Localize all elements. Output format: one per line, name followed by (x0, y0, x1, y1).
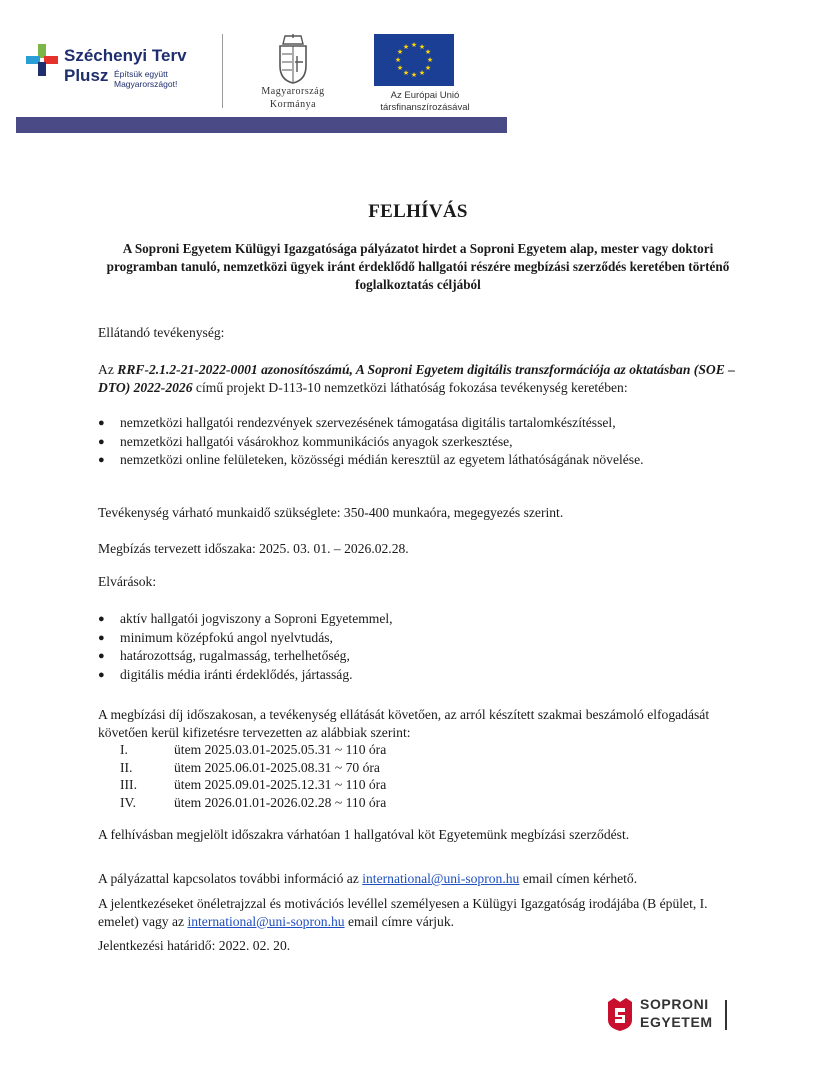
deadline-text: Jelentkezési határidő: 2022. 02. 20. (98, 938, 291, 953)
szechenyi-terv-logo (24, 42, 224, 112)
bullet-icon: ● (98, 668, 105, 681)
info-suffix: email címen kérhető. (519, 871, 638, 886)
svg-text:★: ★ (396, 64, 404, 72)
intro-paragraph: A Soproni Egyetem Külügyi Igazgatósága pályázatot hirdet a Soproni Egyetem alap, mester vagy doktori programban tanuló, nemzetközi ügyek iránt érdeklődő hallgatói részére megbízási szerződés keretében történő foglalkoztatás céljából (106, 241, 730, 292)
apply-suffix: email címre várjuk. (344, 913, 455, 929)
university-shield-icon (606, 996, 634, 1032)
list-item (98, 414, 748, 433)
svg-text:★: ★ (410, 71, 418, 79)
header-divider (222, 34, 223, 108)
project-paragraph (98, 361, 743, 396)
bullet-icon: ● (98, 454, 105, 466)
schedule-number: III. (120, 777, 137, 792)
project-name: RRF-2.1.2-21-2022-0001 azonosítószámú, A Soproni Egyetem digitális transzformációja az oktatásban (SOE – DTO) 2022-2026 (98, 362, 735, 395)
contract-note: A felhívásban megjelölt időszakra várhatóan 1 hallgatóval köt Egyetemünk megbízási szerződést. (98, 827, 630, 842)
bullet-icon: ● (98, 613, 105, 625)
list-item (98, 629, 748, 648)
svg-text:★: ★ (396, 48, 404, 56)
szechenyi-cross-icon (24, 42, 60, 78)
svg-text:★: ★ (402, 43, 410, 51)
schedule-row (120, 741, 520, 759)
payment-text: A megbízási díj időszakosan, a tevékenység ellátását követően, az arról készített szakmai beszámoló elfogadását követően kerül kifizetésre tervezetten az alábbiak szerint: (98, 707, 710, 740)
svg-text:★: ★ (424, 64, 432, 72)
task-text: nemzetközi hallgatói rendezvények szervezésének támogatása digitális tartalomkészítéssel, (120, 415, 616, 430)
logo-bar (725, 1000, 727, 1030)
list-item (98, 647, 748, 666)
header-banner (0, 12, 507, 133)
email-link[interactable]: international@uni-sopron.hu (187, 913, 345, 929)
tasks-heading: Ellátandó tevékenység: (98, 325, 225, 340)
eu-flag-icon (374, 34, 454, 86)
header-stripe-gap (0, 117, 16, 133)
schedule-text: ütem 2025.09.01-2025.12.31 ~ 110 óra (174, 777, 387, 792)
info-prefix: A pályázattal kapcsolatos további információ az (98, 871, 363, 886)
requirement-text: digitális média iránti érdeklődés, jártasság. (120, 666, 353, 682)
government-line2: Kormánya (269, 99, 317, 110)
schedule-row (120, 794, 520, 812)
info-paragraph (98, 870, 743, 888)
government-line1: Magyarország (261, 86, 325, 97)
list-item (98, 610, 748, 629)
schedule-row (120, 776, 520, 794)
header-stripe (0, 117, 507, 133)
email-link[interactable]: international@uni-sopron.hu (362, 871, 520, 886)
schedule-number: I. (120, 742, 128, 757)
requirements-list (98, 610, 748, 684)
schedule-text: ütem 2025.06.01-2025.08.31 ~ 70 óra (174, 759, 380, 775)
task-text: nemzetközi online felületeken, közösségi médián keresztül az egyetem láthatóságának növelése. (120, 452, 644, 467)
szechenyi-title: Széchenyi Terv (64, 46, 187, 65)
tasks-list (98, 414, 748, 470)
list-item (98, 451, 748, 470)
list-item (98, 433, 748, 452)
bullet-icon: ● (98, 650, 105, 662)
eu-line2: társfinanszírozásával (380, 102, 470, 113)
schedule-text: ütem 2026.01.01-2026.02.28 ~ 110 óra (174, 794, 387, 810)
bullet-icon: ● (98, 417, 105, 429)
schedule-number: II. (120, 759, 133, 775)
task-text: nemzetközi hallgatói vásárokhoz kommunikációs anyagok szerkesztése, (120, 433, 513, 449)
schedule-number: IV. (120, 794, 136, 810)
svg-text:★: ★ (394, 56, 402, 64)
requirement-text: határozottság, rugalmasság, terhelhetőség, (120, 648, 350, 663)
payment-schedule (120, 741, 520, 811)
project-suffix: című projekt D-113-10 nemzetközi láthatóság fokozása tevékenység keretében: (192, 379, 628, 395)
szechenyi-tagline: Építsük együtt Magyarországot! (114, 69, 178, 89)
workload-text: Tevékenység várható munkaidő szükséglete: 350-400 munkaóra, megegyezés szerint. (98, 505, 564, 520)
schedule-text: ütem 2025.03.01-2025.05.31 ~ 110 óra (174, 742, 387, 757)
schedule-row (120, 759, 520, 777)
apply-paragraph (98, 895, 743, 930)
government-logo (238, 34, 348, 114)
logo-line1: SOPRONI (640, 996, 709, 1012)
period-text: Megbízás tervezett időszaka: 2025. 03. 01. – 2026.02.28. (98, 541, 409, 556)
svg-text:★: ★ (426, 56, 434, 64)
bullet-icon: ● (98, 435, 105, 448)
project-prefix: Az (98, 362, 118, 377)
svg-text:★: ★ (418, 69, 426, 77)
svg-text:★: ★ (410, 41, 418, 49)
list-item (98, 666, 748, 685)
requirement-text: minimum középfokú angol nyelvtudás, (120, 629, 333, 645)
szechenyi-plusz: Plusz (64, 66, 109, 85)
requirements-heading: Elvárások: (98, 574, 157, 589)
svg-text:★: ★ (424, 48, 432, 56)
eu-logo (360, 34, 470, 114)
logo-line2: EGYETEM (640, 1014, 713, 1030)
soproni-egyetem-logo (606, 994, 736, 1036)
requirement-text: aktív hallgatói jogviszony a Soproni Egyetemmel, (120, 611, 393, 626)
svg-text:★: ★ (418, 43, 426, 51)
svg-text:★: ★ (402, 69, 410, 77)
eu-line1: Az Európai Unió (390, 90, 460, 101)
apply-prefix: A jelentkezéseket önéletrajzzal és motivációs levéllel személyesen a Külügyi Igazgatóság irodájába (B épület, I. emelet) vagy az (98, 896, 708, 929)
coat-of-arms-icon (276, 34, 310, 84)
bullet-icon: ● (98, 631, 105, 644)
page-title: FELHÍVÁS (368, 201, 468, 222)
